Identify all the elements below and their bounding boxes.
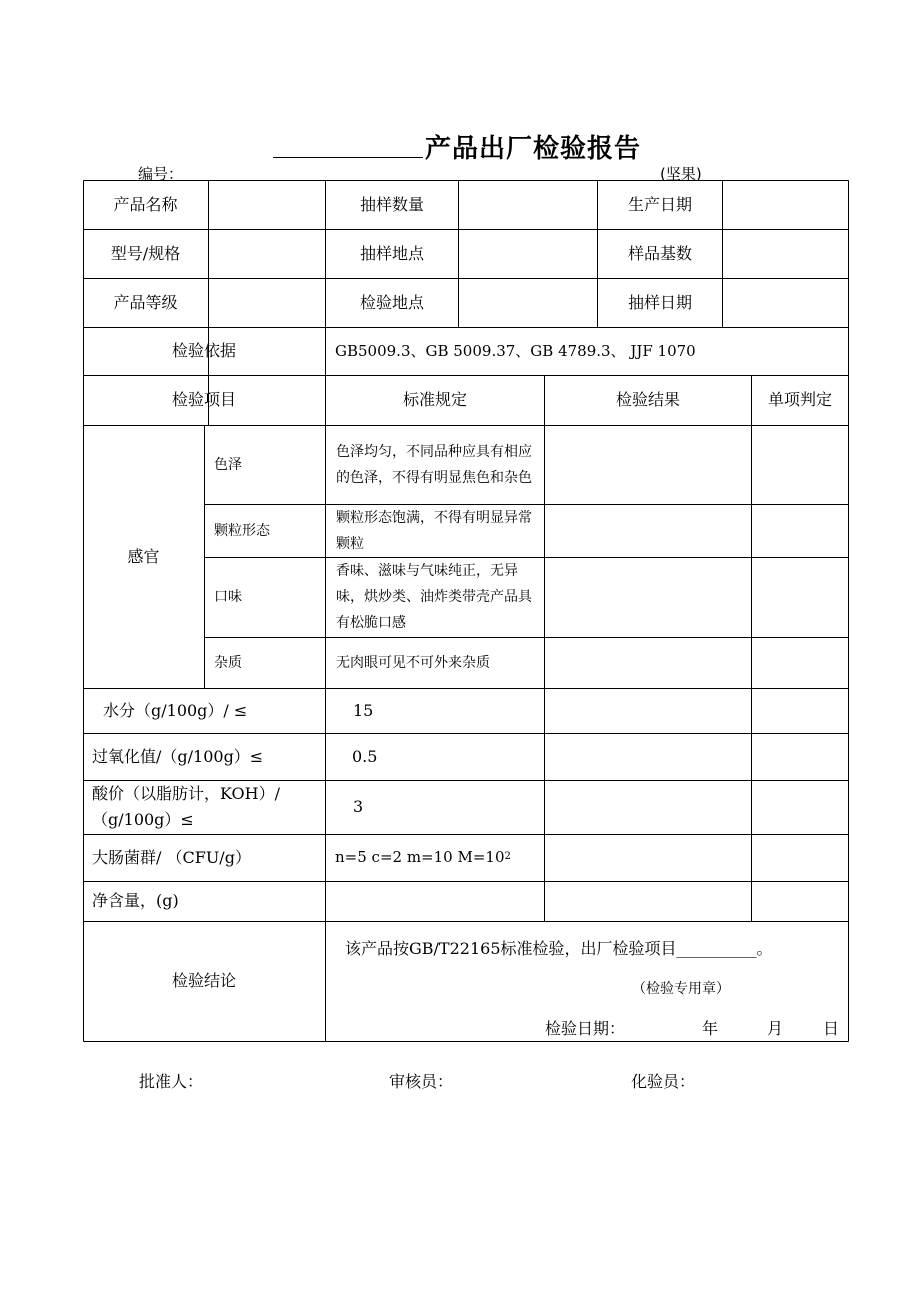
sensory-impurity-standard: 无肉眼可见不可外来杂质: [336, 654, 490, 671]
acid-value-standard: 3: [353, 797, 364, 816]
column-result: 检验结果: [615, 390, 680, 409]
category-label: (坚果): [660, 165, 702, 183]
sensory-group-label: 感官: [127, 546, 160, 566]
coliform-judgement[interactable]: [752, 834, 848, 881]
moisture-name: 水分（g/100g）/ ≤: [103, 700, 248, 720]
inspection-date-month: 月: [767, 1019, 784, 1038]
inspection-date-year: 年: [702, 1019, 719, 1038]
coliform-standard-exponent: 2: [504, 851, 511, 863]
model-value[interactable]: [209, 229, 325, 278]
peroxide-judgement[interactable]: [752, 733, 848, 780]
sensory-impurity-result[interactable]: [545, 637, 751, 688]
conclusion-label: 检验结论: [171, 971, 236, 990]
sample-base-label: 样品基数: [627, 243, 692, 263]
sample-qty-label: 抽样数量: [359, 194, 424, 214]
inspection-stamp: （检验专用章）: [632, 981, 730, 997]
product-name-value[interactable]: [209, 180, 325, 229]
moisture-result[interactable]: [545, 688, 751, 733]
coliform-standard-text: n=5 c=2 m=10 M=10: [335, 848, 505, 867]
inspection-site-value[interactable]: [459, 278, 597, 327]
coliform-result[interactable]: [545, 834, 751, 881]
net-content-standard: [335, 881, 543, 921]
moisture-judgement[interactable]: [752, 688, 848, 733]
production-date-value[interactable]: [723, 180, 848, 229]
sensory-impurity-name: 杂质: [214, 654, 242, 671]
title-blank-line: [273, 157, 423, 158]
acid-value-judgement[interactable]: [752, 780, 848, 834]
moisture-standard: 15: [353, 700, 374, 720]
grade-value[interactable]: [209, 278, 325, 327]
sensory-granule-result[interactable]: [545, 504, 751, 557]
sensory-granule-name: 颗粒形态: [214, 522, 270, 539]
sampling-date-label: 抽样日期: [627, 292, 692, 312]
sampling-site-label: 抽样地点: [359, 243, 424, 263]
sample-base-value[interactable]: [723, 229, 848, 278]
sensory-granule-judgement[interactable]: [752, 504, 848, 557]
sensory-color-name: 色泽: [214, 456, 242, 473]
basis-label: 检验依据: [171, 341, 236, 360]
sensory-color-standard: 色泽均匀，不同品种应具有相应的色泽，不得有明显焦色和杂色: [336, 443, 532, 486]
inspection-site-label: 检验地点: [359, 292, 424, 312]
peroxide-standard: 0.5: [352, 746, 378, 766]
serial-number-label: 编号：: [138, 165, 184, 183]
acid-value-result[interactable]: [545, 780, 751, 834]
inspection-date-label: 检验日期：: [545, 1019, 626, 1038]
inspection-table: [83, 180, 849, 1042]
acid-value-name: 酸价（以脂肪计，KOH）/（g/100g）≤: [92, 784, 280, 829]
sensory-taste-standard: 香味、滋味与气味纯正，无异味，烘炒类、油炸类带壳产品具有松脆口感: [336, 563, 532, 631]
production-date-label: 生产日期: [627, 194, 692, 214]
net-content-result[interactable]: [545, 881, 751, 921]
sensory-color-judgement[interactable]: [752, 425, 848, 504]
basis-value: GB5009.3、GB 5009.37、GB 4789.3、 JJF 1070: [335, 341, 696, 360]
sampling-site-value[interactable]: [459, 229, 597, 278]
sampling-date-value[interactable]: [723, 278, 848, 327]
coliform-standard: [335, 834, 543, 881]
product-name-label: 产品名称: [113, 194, 178, 214]
tester-label: 化验员：: [631, 1072, 696, 1091]
coliform-name: 大肠菌群/ （CFU/g）: [92, 847, 251, 867]
sensory-granule-standard: 颗粒形态饱满，不得有明显异常颗粒: [336, 509, 532, 552]
model-label: 型号/规格: [110, 243, 181, 263]
net-content-judgement[interactable]: [752, 881, 848, 921]
sensory-taste-result[interactable]: [545, 557, 751, 637]
column-judgement: 单项判定: [767, 390, 832, 409]
peroxide-name: 过氧化值/（g/100g）≤: [92, 746, 264, 766]
sensory-impurity-judgement[interactable]: [752, 637, 848, 688]
sensory-taste-judgement[interactable]: [752, 557, 848, 637]
reviewer-label: 审核员：: [389, 1072, 454, 1091]
inspection-date-day: 日: [823, 1019, 840, 1038]
approver-label: 批准人：: [139, 1072, 204, 1091]
grade-label: 产品等级: [113, 292, 178, 312]
sample-qty-value[interactable]: [459, 180, 597, 229]
peroxide-result[interactable]: [545, 733, 751, 780]
sensory-taste-name: 口味: [214, 589, 242, 605]
sensory-color-result[interactable]: [545, 425, 751, 504]
column-standard: 标准规定: [402, 390, 467, 409]
report-title: 产品出厂检验报告: [425, 134, 642, 164]
net-content-name: 净含量，(g): [92, 891, 179, 910]
conclusion-text: 该产品按GB/T22165标准检验，出厂检验项目__________。: [345, 939, 773, 958]
column-item: 检验项目: [171, 390, 236, 409]
